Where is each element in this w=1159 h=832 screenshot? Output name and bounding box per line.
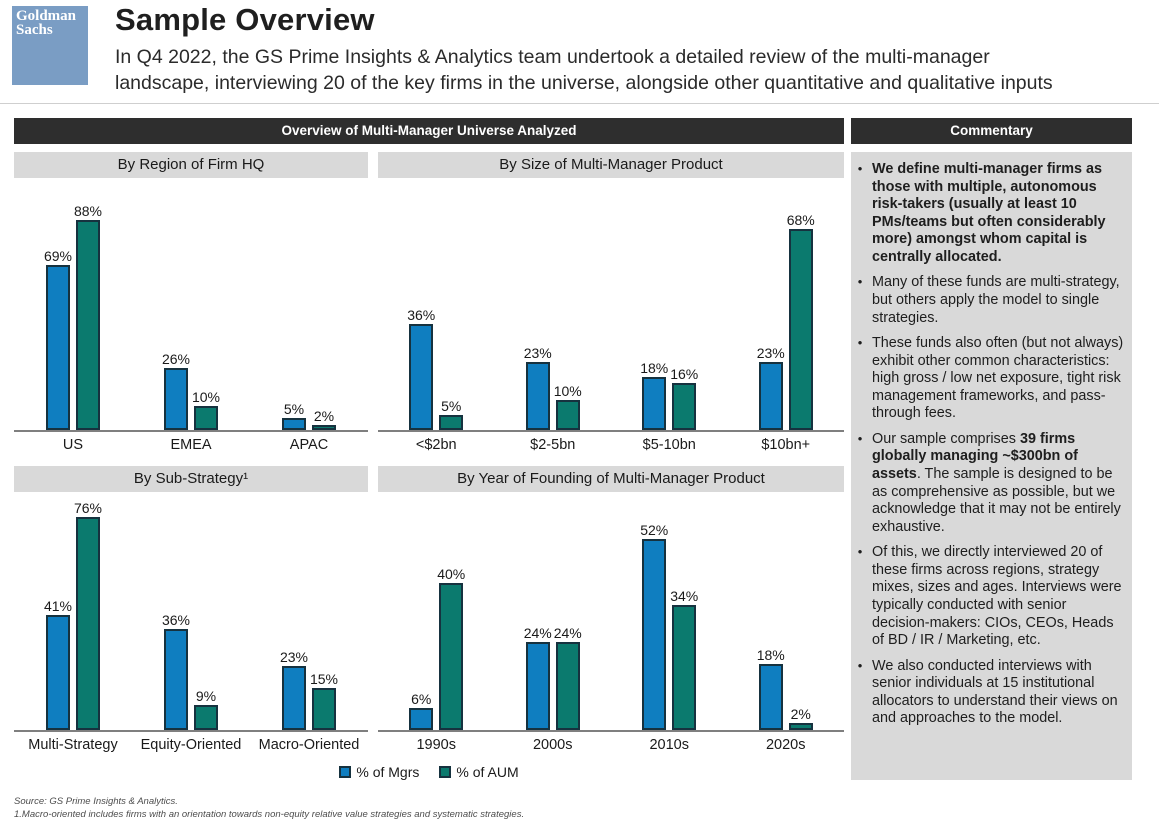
bar-value-label: 52% <box>640 522 669 538</box>
category-label: <$2bn <box>415 437 457 453</box>
chart-category-axis <box>378 737 844 753</box>
bar-value-label: 10% <box>191 389 221 405</box>
bullet-text: We also conducted interviews with senior individuals at 15 institutional allocators to understand their views on and approaches to the model. <box>872 657 1118 727</box>
category-label: 2010s <box>649 737 689 753</box>
bar-value-label: 24% <box>553 625 582 641</box>
bullet-dot: • <box>857 544 863 560</box>
category-label: Multi-Strategy <box>28 737 118 753</box>
bullet-text: Our sample comprises 39 firms globally managing ~$300bn of assets. The sample is designed to be as comprehensive as possible, but we acknowledge that it may not be entirely exhaustive. <box>872 430 1121 535</box>
bar-pct-of-aum <box>309 671 339 730</box>
bar-pct-of-aum <box>553 383 582 430</box>
chart-size-of-product <box>378 152 844 453</box>
bar-pct-of-aum <box>312 408 336 430</box>
commentary-bullet <box>855 431 1126 536</box>
bar-value-label: 69% <box>43 248 73 264</box>
bar-pct-of-mgrs <box>409 691 433 730</box>
legend-item <box>339 764 419 780</box>
bar-pct-of-aum <box>437 566 466 730</box>
page-subtitle <box>115 44 1155 96</box>
chart-legend <box>14 764 844 780</box>
bar-group <box>728 647 845 730</box>
bar-pct-of-mgrs <box>161 612 191 730</box>
bar-value-label: 2% <box>313 408 335 424</box>
chart-year-of-founding <box>378 466 844 753</box>
header-divider <box>0 103 1159 104</box>
bar-pct-of-mgrs <box>640 522 669 730</box>
category-label: $10bn+ <box>761 437 811 453</box>
bar-pct-of-mgrs <box>161 351 191 430</box>
commentary-panel-header: Commentary <box>851 118 1132 144</box>
bar-value-label: 88% <box>73 203 103 219</box>
bar-value-label: 36% <box>407 307 436 323</box>
chart-title: By Year of Founding of Multi-Manager Product <box>378 466 844 492</box>
chart-category-axis <box>14 437 368 453</box>
legend-swatch-aum <box>439 766 451 778</box>
bar-value-label: 68% <box>786 212 815 228</box>
bar-value-label: 16% <box>670 366 699 382</box>
bar-group <box>250 649 368 730</box>
chart-plot-area <box>378 178 844 432</box>
bar-pct-of-mgrs <box>523 345 552 430</box>
bar-pct-of-aum <box>786 212 815 430</box>
bar-group <box>611 360 728 430</box>
bullet-dot: • <box>857 161 863 176</box>
bar-group <box>378 566 495 730</box>
bar-value-label: 18% <box>756 647 785 663</box>
commentary-bullet <box>855 274 1126 327</box>
bar-pct-of-aum <box>789 706 813 730</box>
bar-group <box>495 625 612 730</box>
bar-value-label: 40% <box>437 566 466 582</box>
bar-group <box>250 401 368 430</box>
commentary-bullet <box>855 161 1126 266</box>
bar-value-label: 34% <box>670 588 699 604</box>
bar-pct-of-aum <box>670 588 699 730</box>
category-label: Macro-Oriented <box>258 737 360 753</box>
chart-plot-area <box>378 492 844 732</box>
bar-group <box>378 307 495 430</box>
bar-pct-of-aum <box>553 625 582 730</box>
bullet-text: Of this, we directly interviewed 20 of these firms across regions, strategy mixes, sizes and ages. Interviews were typically conducted with senior decision-makers: CIOs, CEOs, Heads of BD / IR / Marketing, etc. <box>872 544 1122 649</box>
bar-value-label: 2% <box>790 706 811 722</box>
bar-value-label: 9% <box>195 688 217 704</box>
bar-pct-of-mgrs <box>756 345 785 430</box>
category-label: 2020s <box>765 737 806 753</box>
bar-pct-of-aum <box>73 203 103 430</box>
commentary-bullet <box>855 658 1126 728</box>
chart-title: By Sub-Strategy¹ <box>14 466 368 492</box>
footnotes <box>14 796 524 822</box>
bullet-dot: • <box>857 274 863 290</box>
page-subtitle-line-2: landscape, interviewing 20 of the key firms in the universe, alongside other quantitative and qualitative inputs <box>115 72 1053 95</box>
bar-group <box>611 522 728 730</box>
bar-value-label: 10% <box>553 383 582 399</box>
bar-pct-of-aum <box>439 398 463 430</box>
bar-group <box>14 500 132 730</box>
chart-region-of-firm-hq <box>14 152 368 453</box>
commentary-bullet <box>855 544 1126 649</box>
category-label: Equity-Oriented <box>140 737 242 753</box>
bar-pct-of-mgrs <box>43 598 73 730</box>
page-title: Sample Overview <box>115 2 375 37</box>
legend-label: % of Mgrs <box>356 764 420 780</box>
bar-value-label: 36% <box>161 612 191 628</box>
footnote-1: 1.Macro-oriented includes firms with an orientation towards non-equity relative value strategies and systematic strategies. <box>14 808 525 820</box>
footnote-source: Source: GS Prime Insights & Analytics. <box>14 796 178 807</box>
bar-pct-of-mgrs <box>640 360 669 430</box>
overview-panel-header: Overview of Multi-Manager Universe Analyzed <box>14 118 844 144</box>
bar-group <box>14 203 132 430</box>
bar-value-label: 76% <box>73 500 103 516</box>
bar-pct-of-aum <box>670 366 699 430</box>
legend-label: % of AUM <box>456 764 519 780</box>
chart-category-axis <box>378 437 844 453</box>
legend-swatch-mgrs <box>339 766 351 778</box>
commentary-panel <box>851 152 1132 780</box>
bar-value-label: 26% <box>161 351 191 367</box>
bar-pct-of-aum <box>73 500 103 730</box>
bar-value-label: 23% <box>756 345 785 361</box>
bar-value-label: 23% <box>523 345 552 361</box>
goldman-sachs-logo-text: Goldman Sachs <box>16 8 77 39</box>
category-label: 2000s <box>532 737 573 753</box>
category-label: APAC <box>289 437 329 453</box>
category-label: 1990s <box>416 737 456 753</box>
bar-pct-of-mgrs <box>756 647 785 730</box>
bullet-text: We define multi-manager firms as those with multiple, autonomous risk-takers (usually at least 10 PMs/teams but often considerably more) amongst whom capital is centrally allocated. <box>872 161 1106 265</box>
category-label: $5-10bn <box>642 437 696 453</box>
chart-title: By Size of Multi-Manager Product <box>378 152 844 178</box>
chart-category-axis <box>14 737 368 753</box>
bar-value-label: 5% <box>283 401 305 417</box>
bar-value-label: 6% <box>411 691 432 707</box>
category-label: US <box>62 437 84 453</box>
bullet-text: Many of these funds are multi-strategy, but others apply the model to single strategies. <box>872 274 1120 326</box>
bar-group <box>495 345 612 430</box>
bar-value-label: 41% <box>43 598 73 614</box>
bullet-text: These funds also often (but not always) exhibit other common characteristics: high gross / low net exposure, tight risk management frameworks, and pass-through fees. <box>872 335 1124 422</box>
goldman-sachs-logo <box>12 6 88 85</box>
chart-sub-strategy <box>14 466 368 753</box>
chart-plot-area <box>14 492 368 732</box>
bullet-dot: • <box>857 335 863 351</box>
chart-plot-area <box>14 178 368 432</box>
page-subtitle-line-1: In Q4 2022, the GS Prime Insights & Analytics team undertook a detailed review of the multi-manager <box>115 46 990 68</box>
bar-value-label: 15% <box>309 671 339 687</box>
bar-pct-of-mgrs <box>282 401 306 430</box>
category-label: EMEA <box>170 437 212 453</box>
bar-pct-of-mgrs <box>407 307 436 430</box>
bullet-dot: • <box>857 657 863 673</box>
bar-value-label: 18% <box>640 360 669 376</box>
category-label: $2-5bn <box>530 437 576 453</box>
bar-value-label: 24% <box>523 625 552 641</box>
commentary-bullet <box>855 335 1126 423</box>
legend-item <box>439 764 518 780</box>
bar-pct-of-mgrs <box>43 248 73 430</box>
bar-pct-of-aum <box>191 389 221 430</box>
bar-pct-of-mgrs <box>523 625 552 730</box>
commentary-bullet-list <box>855 161 1126 728</box>
bar-group <box>132 351 250 430</box>
chart-title: By Region of Firm HQ <box>14 152 368 178</box>
bar-group <box>728 212 845 430</box>
bar-value-label: 23% <box>279 649 309 665</box>
bullet-dot: • <box>857 430 863 446</box>
bar-pct-of-mgrs <box>279 649 309 730</box>
bar-group <box>132 612 250 730</box>
bar-pct-of-aum <box>194 688 218 730</box>
bar-value-label: 5% <box>441 398 462 414</box>
